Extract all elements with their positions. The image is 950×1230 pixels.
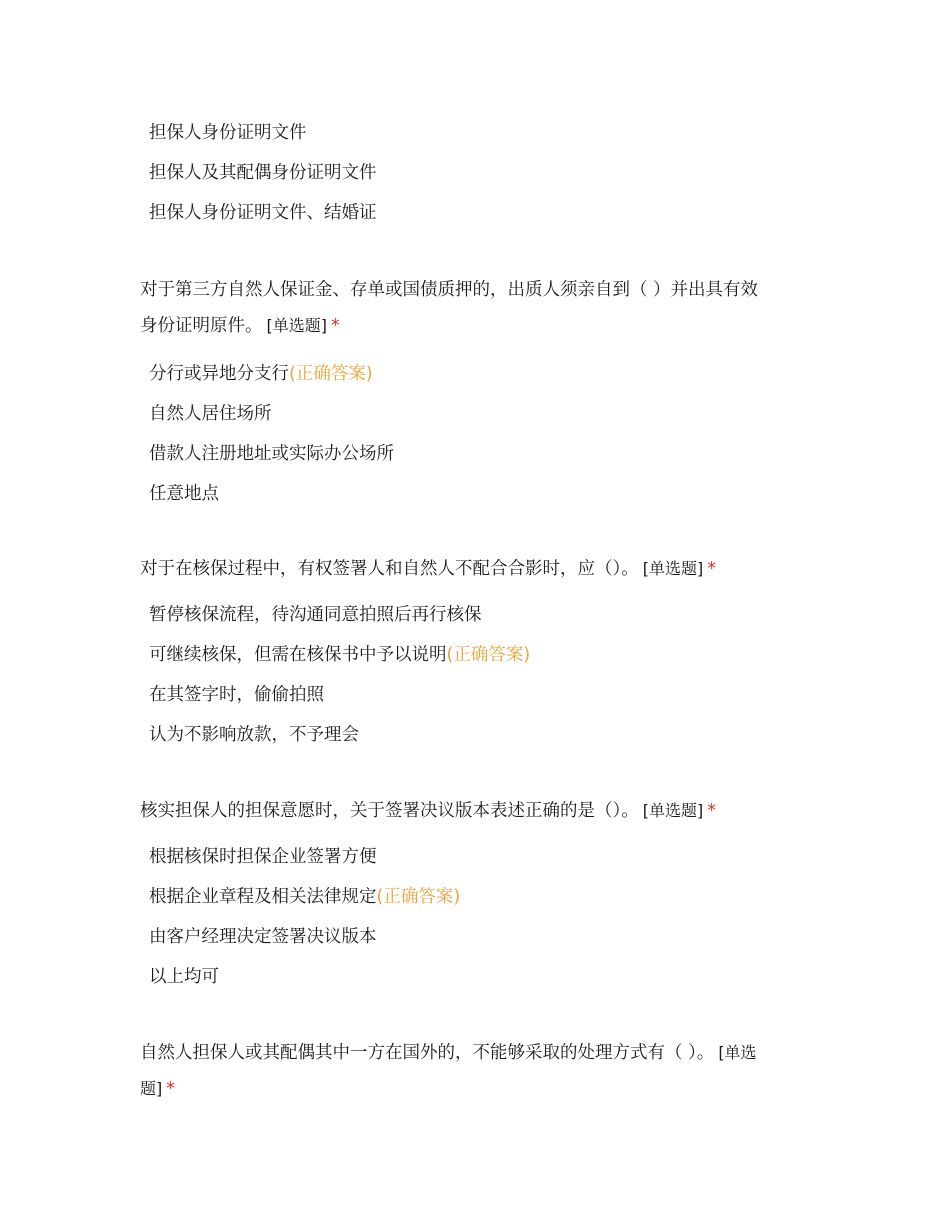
option-item[interactable]: 任意地点: [149, 484, 219, 504]
question-title: [140, 272, 820, 344]
option-item[interactable]: 自然人居住场所: [149, 404, 272, 424]
required-marker: *: [166, 1079, 175, 1099]
required-marker: *: [707, 559, 716, 579]
correct-answer-label: (正确答案): [446, 645, 531, 665]
option-item[interactable]: 由客户经理决定签署决议版本: [149, 927, 377, 947]
option-item[interactable]: 暂停核保流程，待沟通同意拍照后再行核保: [149, 605, 482, 625]
option-item[interactable]: 担保人身份证明文件、结婚证: [149, 203, 377, 223]
question-text-line: 身份证明原件。 [单选题] *: [140, 316, 340, 336]
question-text-line: [140, 1071, 820, 1107]
option-item[interactable]: 分行或异地分支行(正确答案): [149, 364, 373, 384]
required-marker: *: [707, 801, 716, 821]
question-text-line: 核实担保人的担保意愿时，关于签署决议版本表述正确的是（）。 [单选题] *: [140, 801, 716, 821]
required-marker: *: [331, 316, 340, 336]
option-item[interactable]: 借款人注册地址或实际办公场所: [149, 444, 394, 464]
option-item[interactable]: 担保人身份证明文件: [149, 123, 307, 143]
option-item[interactable]: 可继续核保，但需在核保书中予以说明(正确答案): [149, 645, 531, 665]
option-item[interactable]: 在其签字时，偷偷拍照: [149, 685, 324, 705]
question-title: [140, 551, 820, 587]
question-title: [140, 1035, 820, 1107]
correct-answer-label: (正确答案): [376, 887, 461, 907]
question-title: [140, 793, 820, 829]
question-type-tag: [单选题]: [642, 801, 704, 820]
question-type-tag: [单选: [718, 1043, 757, 1062]
option-item[interactable]: 根据企业章程及相关法律规定(正确答案): [149, 887, 461, 907]
correct-answer-label: (正确答案): [289, 364, 373, 384]
question-text-line: 对于在核保过程中，有权签署人和自然人不配合合影时，应（）。 [单选题] *: [140, 559, 716, 579]
option-item[interactable]: 认为不影响放款，不予理会: [149, 725, 359, 745]
question-text-line: 对于第三方自然人保证金、存单或国债质押的，出质人须亲自到（ ）并出具有效: [140, 280, 759, 300]
option-item[interactable]: 以上均可: [149, 967, 219, 987]
question-text-line: 自然人担保人或其配偶其中一方在国外的，不能够采取的处理方式有（ ）。 [单选: [140, 1043, 757, 1063]
option-item[interactable]: 根据核保时担保企业签署方便: [149, 847, 377, 867]
question-type-tag: [单选题]: [642, 559, 704, 578]
question-type-tag: 题]: [140, 1079, 163, 1098]
question-type-tag: [单选题]: [266, 316, 327, 335]
option-item[interactable]: 担保人及其配偶身份证明文件: [149, 163, 377, 183]
